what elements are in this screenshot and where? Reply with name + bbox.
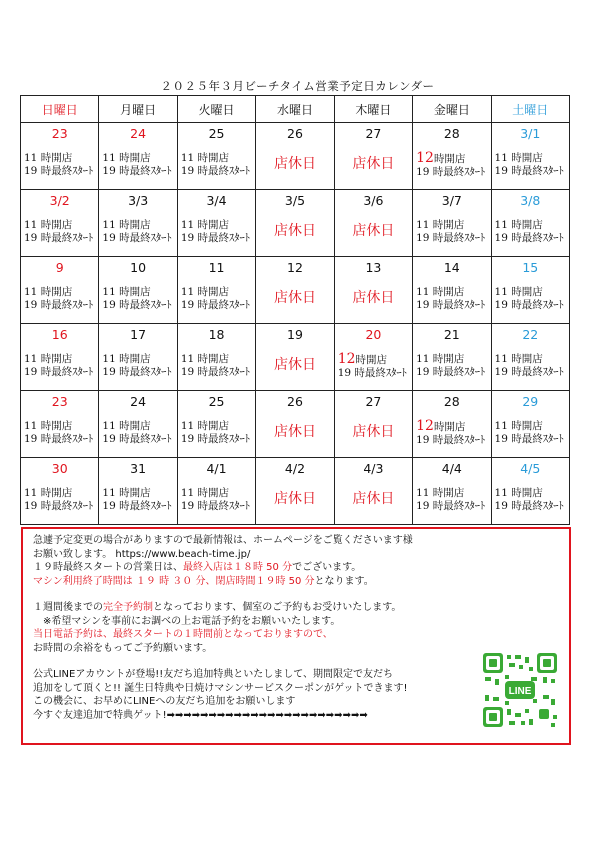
week-row — [21, 458, 570, 525]
day-date: 28 — [443, 126, 460, 141]
weekday-thursday: 木曜日 — [334, 96, 412, 123]
day-cell — [21, 324, 99, 391]
day-hours: 11 時開店 19 時最終ｽﾀｰﾄ — [180, 286, 251, 311]
weekday-monday: 月曜日 — [99, 96, 177, 123]
day-hours: 11 時開店 19 時最終ｽﾀｰﾄ — [494, 353, 564, 378]
day-hours: 11 時開店 19 時最終ｽﾀｰﾄ — [494, 286, 564, 311]
day-date: 29 — [522, 394, 539, 409]
closed-label: 店休日 — [273, 357, 316, 373]
closed-label: 店休日 — [352, 223, 395, 239]
day-cell — [177, 458, 255, 525]
weekday-friday: 金曜日 — [413, 96, 491, 123]
week-row — [21, 190, 570, 257]
calendar-title: ２０２５年３月ビーチタイム営業予定日カレンダー — [160, 79, 435, 93]
notice-line: 当日電話予約は、最終スタートの１時間前となっておりますので、 — [33, 629, 333, 640]
day-hours: 11 時開店 19 時最終ｽﾀｰﾄ — [180, 152, 251, 177]
day-cell — [334, 324, 412, 391]
day-date: 26 — [287, 394, 303, 409]
day-cell — [491, 458, 569, 525]
day-date: 3/5 — [284, 193, 306, 208]
weekday-sunday: 日曜日 — [21, 96, 99, 123]
calendar-table — [20, 95, 570, 525]
notice-line: お時間の余裕をもってご予約願います。 — [33, 642, 213, 654]
day-cell — [99, 257, 177, 324]
day-date: 31 — [130, 461, 147, 476]
day-date: 3/1 — [520, 126, 541, 141]
day-cell — [256, 324, 334, 391]
day-date: 19 — [287, 327, 303, 342]
day-date: 20 — [365, 327, 382, 342]
notice-line: １９時最終スタートの営業日は、最終入店は１８時 50 分でございます。 — [33, 562, 362, 573]
day-date: 25 — [208, 394, 225, 409]
day-date: 26 — [287, 126, 303, 141]
day-date: 15 — [522, 260, 539, 275]
day-date: 24 — [130, 394, 147, 409]
day-hours: 11 時開店 19 時最終ｽﾀｰﾄ — [416, 487, 486, 512]
day-cell — [21, 123, 99, 190]
day-cell — [99, 458, 177, 525]
day-date: 3/2 — [49, 193, 70, 208]
closed-label: 店休日 — [273, 223, 316, 239]
day-hours: 11 時開店 19 時最終ｽﾀｰﾄ — [416, 353, 486, 378]
week-row — [21, 391, 570, 458]
day-cell — [256, 391, 334, 458]
day-cell — [99, 190, 177, 257]
day-hours: 11 時開店 19 時最終ｽﾀｰﾄ — [102, 353, 172, 378]
day-date: 28 — [443, 394, 460, 409]
day-cell — [177, 190, 255, 257]
notice-line: 今すぐ友達追加で特典ゲット!➡➡➡➡➡➡➡➡➡➡➡➡➡➡➡➡➡➡➡➡➡➡➡➡ — [33, 709, 368, 721]
day-hours: 11 時開店 19 時最終ｽﾀｰﾄ — [24, 420, 94, 445]
notice-line: この機会に、お早めにLINEへの友だち追加をお願いします — [33, 696, 296, 707]
day-cell — [177, 123, 255, 190]
day-hours: 11 時開店 19 時最終ｽﾀｰﾄ — [494, 152, 564, 177]
day-date: 3/3 — [128, 193, 149, 208]
day-date: 13 — [365, 260, 382, 275]
day-hours: 11 時開店 19 時最終ｽﾀｰﾄ — [494, 420, 564, 445]
day-cell — [491, 257, 569, 324]
day-cell — [413, 123, 491, 190]
day-date: 4/5 — [520, 461, 541, 476]
week-row — [21, 324, 570, 391]
day-date: 16 — [51, 327, 68, 342]
notice-line: お願い致します。 https://www.beach-time.jp/ — [33, 548, 251, 560]
day-hours: 11 時開店 19 時最終ｽﾀｰﾄ — [24, 487, 94, 512]
notice-line: マシン利用終了時間は １９ 時 ３０ 分、閉店時間１９時 50 分となります。 — [33, 575, 374, 587]
day-cell — [21, 458, 99, 525]
day-date: 25 — [208, 126, 225, 141]
day-date: 27 — [365, 394, 382, 409]
day-date: 11 — [208, 260, 225, 275]
notice-line: 急遽予定変更の場合がありますので最新情報は、ホームページをご覧くださいます様 — [33, 535, 413, 546]
day-hours: 11 時開店 19 時最終ｽﾀｰﾄ — [102, 420, 172, 445]
day-cell — [177, 257, 255, 324]
closed-label: 店休日 — [352, 491, 395, 507]
notice-line: 公式LINEアカウントが登場!!友だち追加特典といたしまして、期間限定で友だち — [33, 669, 394, 680]
day-cell — [256, 458, 334, 525]
day-cell — [21, 257, 99, 324]
day-cell — [491, 324, 569, 391]
day-date: 3/7 — [441, 193, 462, 208]
weekday-saturday: 土曜日 — [491, 96, 569, 123]
weekday-wednesday: 水曜日 — [256, 96, 334, 123]
day-date: 10 — [130, 260, 147, 275]
day-hours: 11 時開店 19 時最終ｽﾀｰﾄ — [24, 152, 94, 177]
notice-line: ※希望マシンを事前にお調べの上お電話予約をお願いいたします。 — [43, 615, 341, 627]
day-date: 3/8 — [520, 193, 541, 208]
day-cell — [334, 123, 412, 190]
day-cell — [99, 123, 177, 190]
day-date: 21 — [443, 327, 460, 342]
day-cell — [99, 391, 177, 458]
line-logo-label: LINE — [508, 686, 532, 697]
day-date: 4/4 — [441, 461, 462, 476]
day-date: 4/2 — [284, 461, 306, 476]
day-cell — [256, 257, 334, 324]
day-date: 23 — [51, 394, 68, 409]
day-date: 9 — [55, 260, 64, 275]
day-cell — [491, 190, 569, 257]
notice-line: １週間後までの完全予約制となっております、個室のご予約もお受けいたします。 — [33, 602, 402, 613]
week-row — [21, 123, 570, 190]
day-cell — [177, 324, 255, 391]
day-hours: 11 時開店 19 時最終ｽﾀｰﾄ — [180, 420, 251, 445]
week-row — [21, 257, 570, 324]
day-cell — [413, 391, 491, 458]
day-cell — [21, 391, 99, 458]
closed-label: 店休日 — [273, 491, 316, 507]
closed-label: 店休日 — [352, 290, 395, 306]
notice-line: 追加をして頂くと!! 誕生日特典や日焼けマシンサービスクーポンがゲットできます! — [33, 682, 408, 694]
day-hours: 12時開店 19 時最終ｽﾀｰﾄ — [337, 351, 407, 379]
day-cell — [413, 324, 491, 391]
day-hours: 11 時開店 19 時最終ｽﾀｰﾄ — [24, 219, 94, 244]
closed-label: 店休日 — [273, 424, 316, 440]
day-cell — [334, 257, 412, 324]
day-cell — [99, 324, 177, 391]
day-hours: 11 時開店 19 時最終ｽﾀｰﾄ — [180, 353, 251, 378]
day-hours: 11 時開店 19 時最終ｽﾀｰﾄ — [102, 487, 172, 512]
day-hours: 12時開店 19 時最終ｽﾀｰﾄ — [416, 418, 486, 446]
day-date: 30 — [51, 461, 68, 476]
closed-label: 店休日 — [273, 156, 316, 172]
day-hours: 11 時開店 19 時最終ｽﾀｰﾄ — [180, 219, 251, 244]
day-hours: 12時開店 19 時最終ｽﾀｰﾄ — [416, 150, 486, 178]
day-hours: 11 時開店 19 時最終ｽﾀｰﾄ — [494, 219, 564, 244]
day-date: 24 — [130, 126, 147, 141]
day-hours: 11 時開店 19 時最終ｽﾀｰﾄ — [494, 487, 564, 512]
day-date: 3/6 — [363, 193, 384, 208]
weekday-header-row — [21, 96, 570, 123]
day-hours: 11 時開店 19 時最終ｽﾀｰﾄ — [102, 286, 172, 311]
day-date: 4/1 — [206, 461, 227, 476]
day-date: 17 — [130, 327, 147, 342]
notice-box — [21, 527, 571, 745]
day-hours: 11 時開店 19 時最終ｽﾀｰﾄ — [180, 487, 251, 512]
closed-label: 店休日 — [352, 424, 395, 440]
day-date: 22 — [522, 327, 539, 342]
day-hours: 11 時開店 19 時最終ｽﾀｰﾄ — [416, 286, 486, 311]
day-cell — [413, 257, 491, 324]
day-date: 12 — [287, 260, 303, 275]
day-date: 23 — [51, 126, 68, 141]
day-date: 18 — [208, 327, 225, 342]
day-cell — [334, 190, 412, 257]
day-cell — [334, 391, 412, 458]
closed-label: 店休日 — [273, 290, 316, 306]
day-hours: 11 時開店 19 時最終ｽﾀｰﾄ — [416, 219, 486, 244]
day-hours: 11 時開店 19 時最終ｽﾀｰﾄ — [102, 219, 172, 244]
day-cell — [177, 391, 255, 458]
day-hours: 11 時開店 19 時最終ｽﾀｰﾄ — [24, 286, 94, 311]
closed-label: 店休日 — [352, 156, 395, 172]
day-date: 27 — [365, 126, 382, 141]
day-cell — [334, 458, 412, 525]
day-date: 14 — [443, 260, 460, 275]
line-qr-code-icon[interactable] — [481, 651, 559, 729]
day-date: 4/3 — [363, 461, 384, 476]
day-cell — [21, 190, 99, 257]
day-cell — [256, 190, 334, 257]
day-cell — [491, 123, 569, 190]
day-cell — [413, 458, 491, 525]
day-cell — [491, 391, 569, 458]
weekday-tuesday: 火曜日 — [177, 96, 255, 123]
day-hours: 11 時開店 19 時最終ｽﾀｰﾄ — [102, 152, 172, 177]
day-cell — [413, 190, 491, 257]
day-cell — [256, 123, 334, 190]
day-date: 3/4 — [206, 193, 227, 208]
day-hours: 11 時開店 19 時最終ｽﾀｰﾄ — [24, 353, 94, 378]
